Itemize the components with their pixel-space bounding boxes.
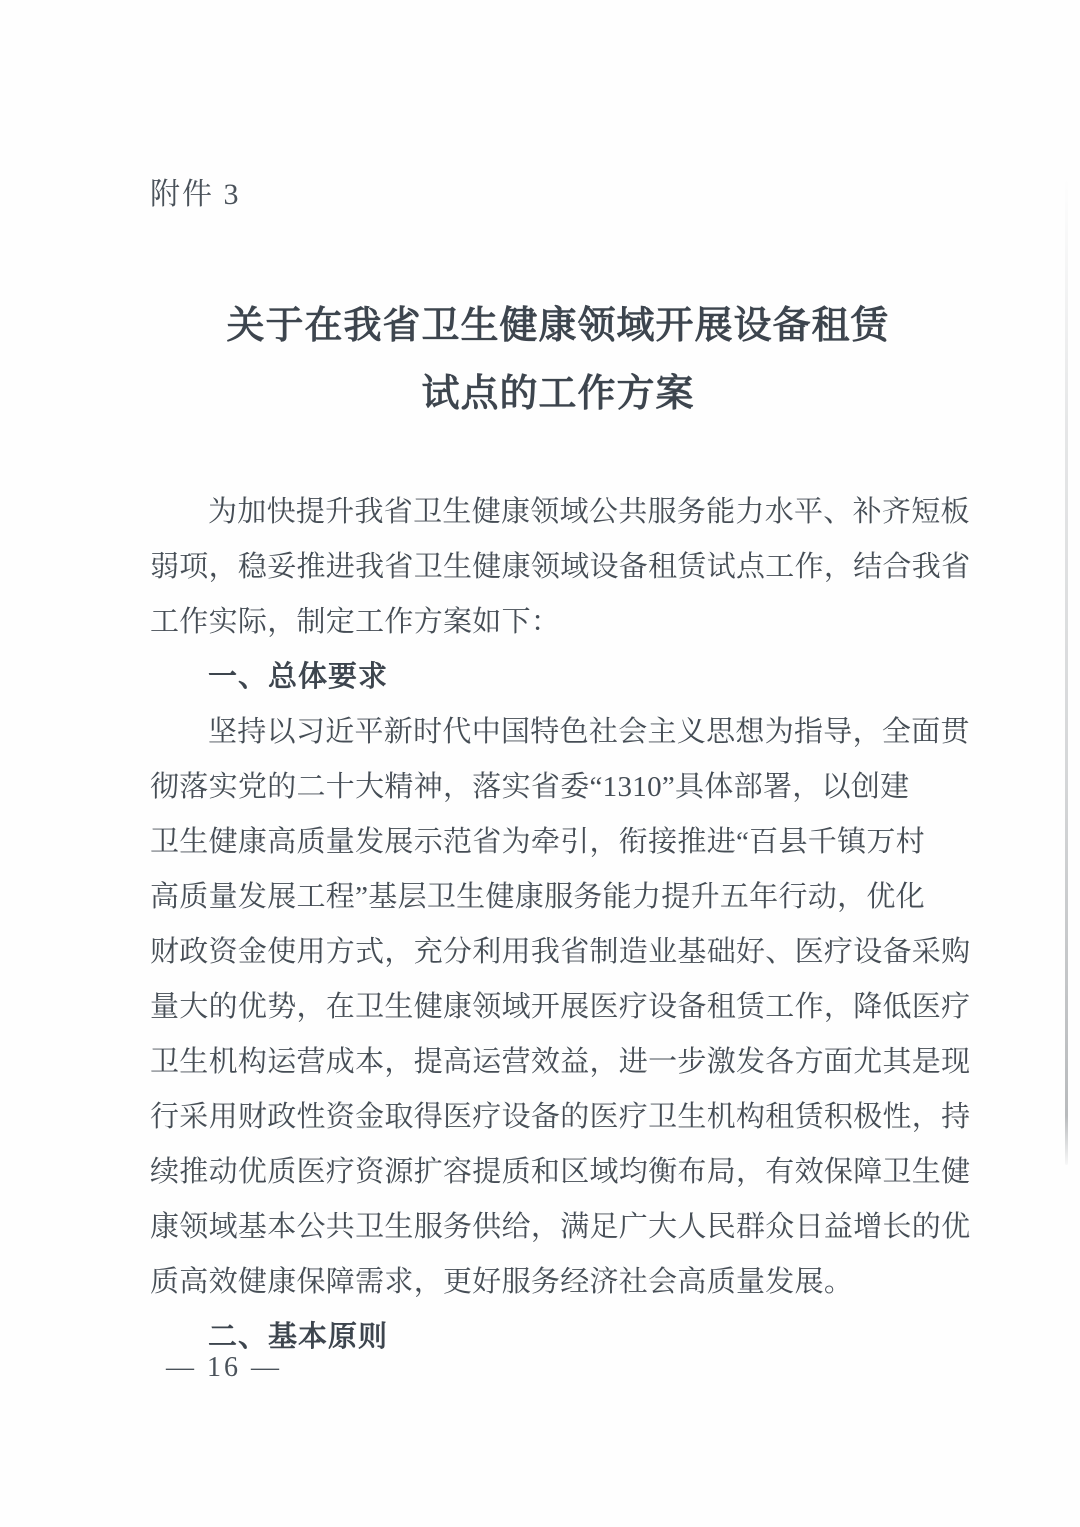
- attachment-label: 附件 3: [150, 178, 241, 211]
- page-number: — 16 —: [166, 1352, 282, 1383]
- paragraph-1-line-1: 为加快提升我省卫生健康领域公共服务能力水平、补齐短板: [208, 496, 970, 528]
- paragraph-2-line-1: 坚持以习近平新时代中国特色社会主义思想为指导，全面贯: [208, 716, 970, 748]
- paragraph-2-line-4: 高质量发展工程”基层卫生健康服务能力提升五年行动，优化: [150, 881, 925, 913]
- paragraph-2-line-10: 康领域基本公共卫生服务供给，满足广大人民群众日益增长的优: [150, 1211, 971, 1243]
- paragraph-2-line-5: 财政资金使用方式，充分利用我省制造业基础好、医疗设备采购: [150, 936, 971, 968]
- paragraph-1-line-2: 弱项，稳妥推进我省卫生健康领域设备租赁试点工作，结合我省: [150, 551, 971, 583]
- paragraph-2-line-7: 卫生机构运营成本，提高运营效益，进一步激发各方面尤其是现: [150, 1046, 971, 1078]
- paragraph-2-line-8: 行采用财政性资金取得医疗设备的医疗卫生机构租赁积极性，持: [150, 1101, 971, 1133]
- section-heading-2: 二、基本原则: [208, 1321, 389, 1353]
- paragraph-1-line-3: 工作实际，制定工作方案如下：: [150, 606, 561, 638]
- paragraph-2-line-3: 卫生健康高质量发展示范省为牵引，衔接推进“百县千镇万村: [150, 826, 925, 858]
- document-title-line-1: 关于在我省卫生健康领域开展设备租赁: [226, 305, 890, 347]
- page-edge-shadow: [1065, 175, 1068, 1165]
- paragraph-2-line-6: 量大的优势，在卫生健康领域开展医疗设备租赁工作，降低医疗: [150, 991, 971, 1023]
- document-body: [150, 488, 970, 1368]
- section-heading-1: 一、总体要求: [208, 661, 389, 693]
- document-title: [150, 292, 966, 428]
- paragraph-2-line-9: 续推动优质医疗资源扩容提质和区域均衡布局，有效保障卫生健: [150, 1156, 971, 1188]
- paragraph-2-line-11: 质高效健康保障需求，更好服务经济社会高质量发展。: [150, 1266, 854, 1298]
- document-title-line-2: 试点的工作方案: [421, 373, 695, 415]
- paragraph-2-line-2: 彻落实党的二十大精神，落实省委“1310”具体部署，以创建: [150, 771, 910, 803]
